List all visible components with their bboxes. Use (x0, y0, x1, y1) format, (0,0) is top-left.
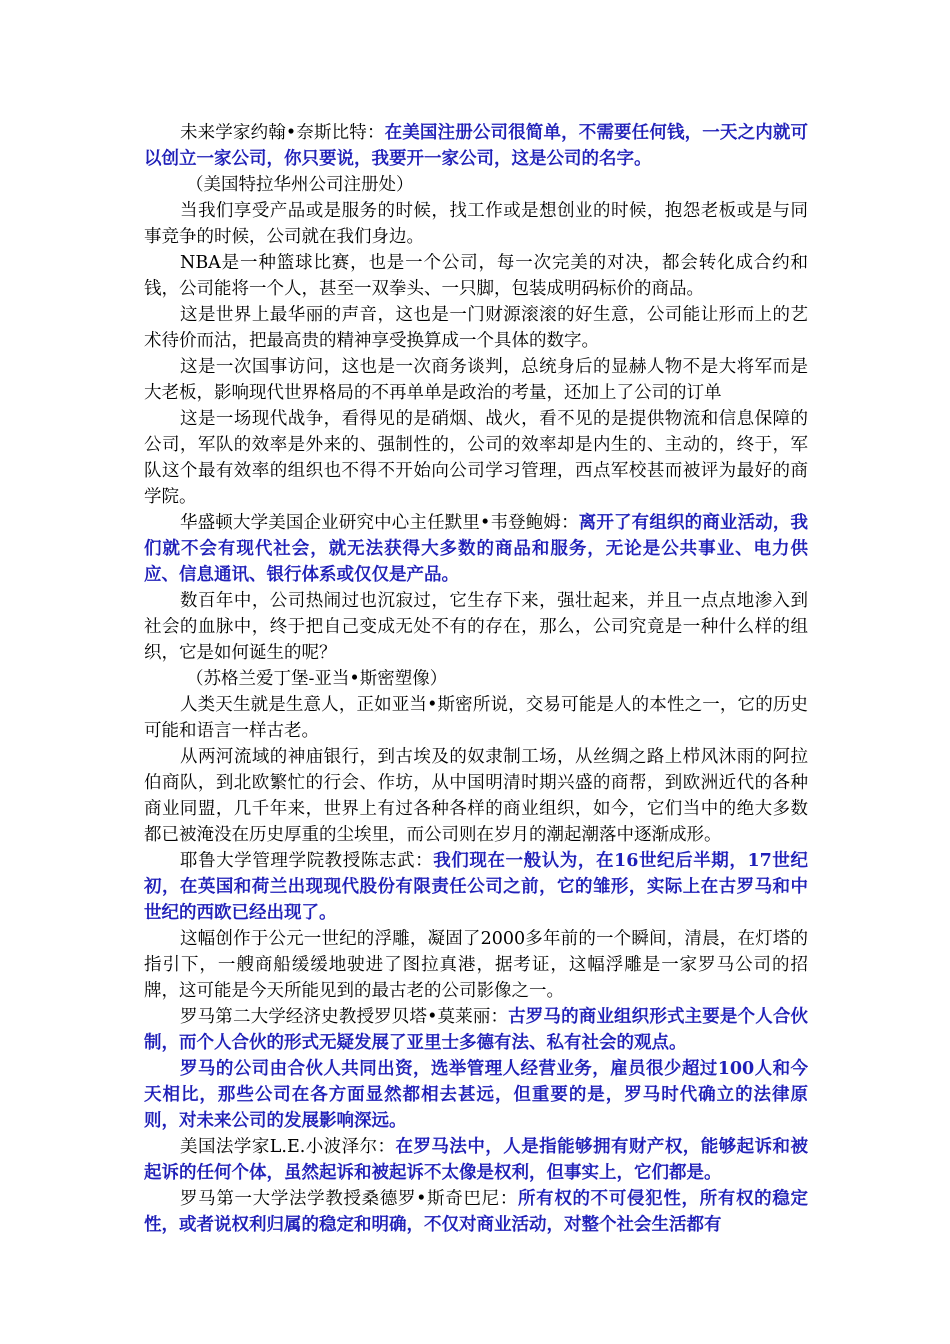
paragraph: 这幅创作于公元一世纪的浮雕，凝固了2000多年前的一个瞬间，清晨，在灯塔的指引下，一艘商船缓缓地驶进了图拉真港，据考证，这幅浮雕是一家罗马公司的招牌，这可能是今天所能见到的最古老的公司影像之一。 (144, 929, 808, 1001)
paragraph: 数百年中，公司热闹过也沉寂过，它生存下来，强壮起来，并且一点点地渗入到社会的血脉中，终于把自己变成无处不有的存在，那么，公司究竟是一种什么样的组织，它是如何诞生的呢？ (144, 591, 808, 663)
paragraph (144, 1004, 808, 1056)
speaker: 未来学家约翰•奈斯比特： (180, 123, 385, 143)
paragraph (144, 1186, 808, 1238)
paragraph: 这是一场现代战争，看得见的是硝烟、战火，看不见的是提供物流和信息保障的公司，军队的效率是外来的、强制性的，公司的效率却是内生的、主动的，终于，军队这个最有效率的组织也不得不开始向公司学习管理，西点军校甚而被评为最好的商学院。 (144, 409, 808, 507)
paragraph: NBA是一种篮球比赛，也是一个公司，每一次完美的对决，都会转化成合约和钱，公司能将一个人，甚至一双拳头、一只脚，包装成明码标价的商品。 (144, 253, 808, 299)
image-caption: （美国特拉华州公司注册处） (186, 175, 414, 195)
quote: 古罗马的商业组织形式主要是个人合伙制，而个人合伙的形式无疑发展了亚里士多德有法、私有社会的观点。 (144, 1007, 809, 1053)
paragraph: 这是一次国事访问，这也是一次商务谈判，总统身后的显赫人物不是大将军而是大老板，影响现代世界格局的不再单单是政治的考量，还加上了公司的订单 (144, 357, 808, 403)
speaker: 华盛顿大学美国企业研究中心主任默里•韦登鲍姆： (180, 513, 579, 533)
speaker: 美国法学家L.E.小波泽尔： (180, 1137, 396, 1157)
paragraph: 这是世界上最华丽的声音，这也是一门财源滚滚的好生意，公司能让形而上的艺术待价而沽，把最高贵的精神享受换算成一个具体的数字。 (144, 305, 808, 351)
speaker: 罗马第一大学法学教授桑德罗•斯奇巴尼： (180, 1189, 518, 1209)
image-caption: （苏格兰爱丁堡-亚当•斯密塑像） (186, 669, 448, 689)
paragraph (144, 848, 808, 926)
quote: 在罗马法中，人是指能够拥有财产权，能够起诉和被起诉的任何个体，虽然起诉和被起诉不太像是权利，但事实上，它们都是。 (144, 1137, 808, 1183)
paragraph (144, 510, 808, 588)
paragraph (144, 1134, 808, 1186)
document-page (144, 120, 808, 1238)
quote: 离开了有组织的商业活动，我们就不会有现代社会，就无法获得大多数的商品和服务，无论是公共事业、电力供应、信息通讯、银行体系或仅仅是产品。 (144, 513, 809, 585)
speaker: 耶鲁大学管理学院教授陈志武： (180, 851, 434, 871)
quote: 我们现在一般认为，在16世纪后半期，17世纪初，在英国和荷兰出现现代股份有限责任公司之前，它的雏形，实际上在古罗马和中世纪的西欧已经出现了。 (144, 851, 808, 923)
paragraph: 人类天生就是生意人，正如亚当•斯密所说，交易可能是人的本性之一，它的历史可能和语言一样古老。 (144, 695, 808, 741)
paragraph (144, 120, 808, 172)
quote: 所有权的不可侵犯性，所有权的稳定性，或者说权利归属的稳定和明确，不仅对商业活动，对整个社会生活都有 (144, 1189, 809, 1235)
quote: 罗马的公司由合伙人共同出资，选举管理人经营业务，雇员很少超过100人和今天相比，那些公司在各方面显然都相去甚远，但重要的是，罗马时代确立的法律原则，对未来公司的发展影响深远。 (144, 1059, 808, 1131)
paragraph: 当我们享受产品或是服务的时候，找工作或是想创业的时候，抱怨老板或是与同事竞争的时候，公司就在我们身边。 (144, 201, 808, 247)
speaker: 罗马第二大学经济史教授罗贝塔•莫莱丽： (180, 1007, 509, 1027)
paragraph: 从两河流域的神庙银行，到古埃及的奴隶制工场，从丝绸之路上栉风沐雨的阿拉伯商队，到北欧繁忙的行会、作坊，从中国明清时期兴盛的商帮，到欧洲近代的各种商业同盟，几千年来，世界上有过各种各样的商业组织，如今，它们当中的绝大多数都已被淹没在历史厚重的尘埃里，而公司则在岁月的潮起潮落中逐渐成形。 (144, 747, 808, 845)
paragraph (144, 1056, 808, 1134)
quote: 在美国注册公司很简单，不需要任何钱，一天之内就可以创立一家公司，你只要说，我要开一家公司，这是公司的名字。 (144, 123, 809, 169)
